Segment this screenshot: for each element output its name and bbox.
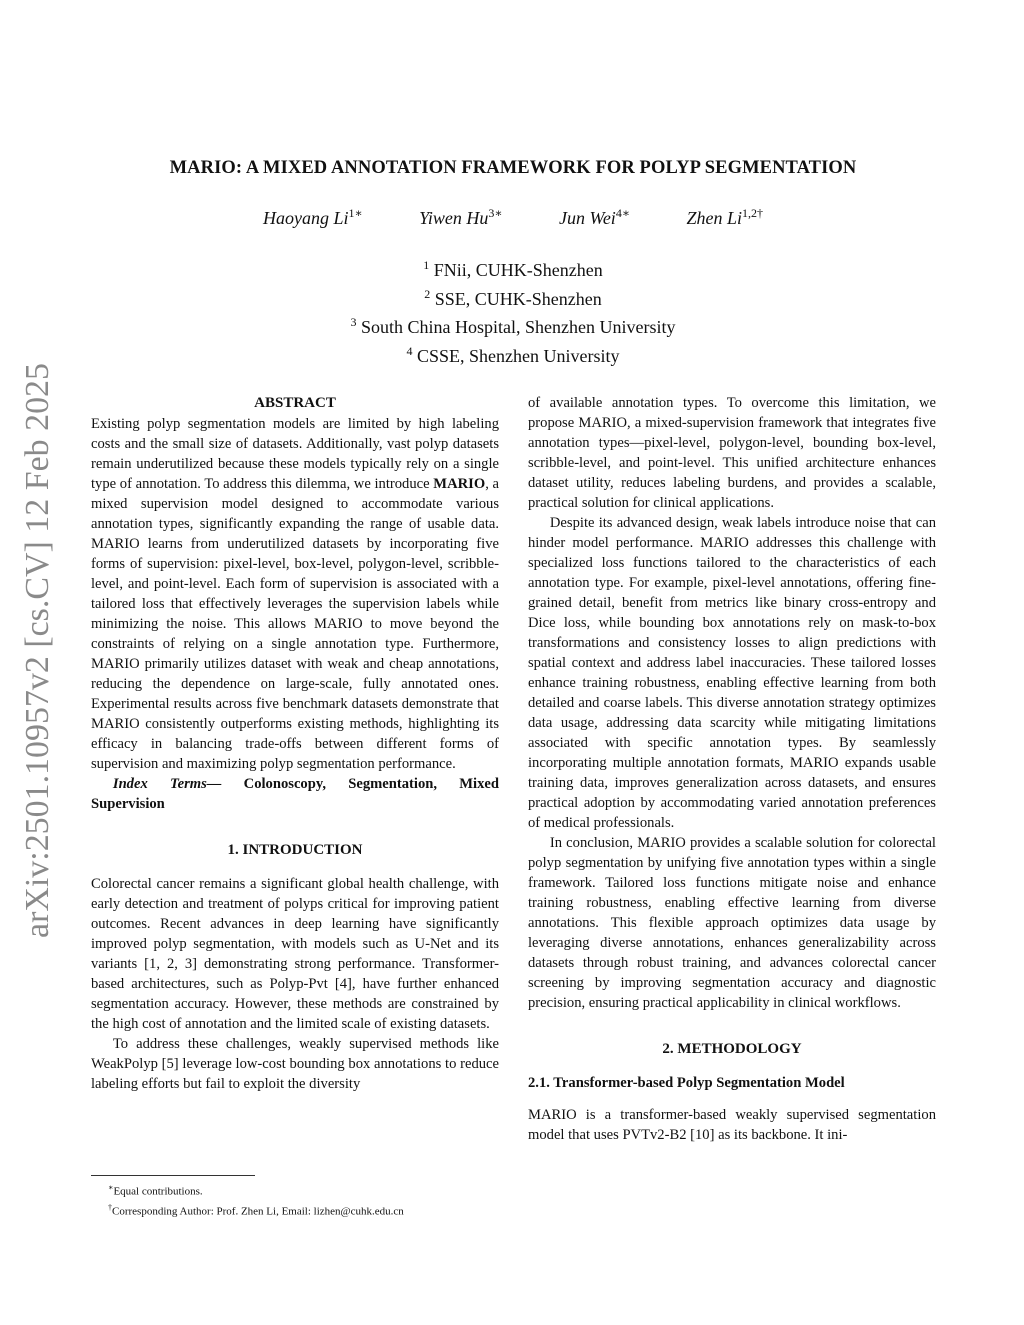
author (263, 206, 363, 229)
author (559, 206, 630, 229)
arxiv-stamp-text: arXiv:2501.10957v2 [cs.CV] 12 Feb 2025 (19, 361, 56, 938)
affiliation-mark: 3 (350, 315, 357, 329)
abstract-text-part: , a mixed supervision model designed to accommodate various annotation types, significantly expanding the range of usable data. MARIO learns from underutilized datasets by incorporating five forms of supervision: pixel-level, box-level, polygon-level, scribble-level, and point-level. Each form of supervision is associated with a tailored loss that effectively leverages the supervision labels while minimizing the noise. This allows MARIO to move beyond the constraints of relying on a single annotation type. Furthermore, MARIO primarily utilizes dataset with weak and cheap annotations, reducing the dependence on large-scale, fully annotated ones. Experimental results across five benchmark datasets demonstrate that MARIO consistently outperforms existing methods, highlighting its efficacy in balancing trade-offs between different forms of supervision and maximizing polyp segmentation performance. (91, 476, 499, 772)
footnote-mark: † (108, 1202, 112, 1212)
methodology-paragraph: MARIO is a transformer-based weakly supervised segmentation model that uses PVTv2-B2 [10] as its backbone. It ini- (528, 1107, 936, 1143)
affiliation-text: FNii, CUHK-Shenzhen (433, 260, 603, 280)
affiliation-text: SSE, CUHK-Shenzhen (434, 288, 602, 309)
methodology-heading: 2. METHODOLOGY (662, 1041, 802, 1057)
intro-paragraph: To address these challenges, weakly supervised methods like WeakPolyp [5] leverage low-cost bounding box annotations to reduce labeling efforts but fail to exploit the diversity (91, 1036, 499, 1092)
author-affil-mark: 1∗ (348, 206, 363, 220)
author-affil-mark: 3∗ (488, 206, 503, 220)
body-paragraph: Despite its advanced design, weak labels introduce noise that can hinder model performance. MARIO addresses this challenge with specialized loss functions tailored to the characteristics of each annotation type. For example, pixel-level annotations, offering fine-grained detail, benefit from metrics like binary cross-entropy and Dice loss, while bounding box annotations rely on mask-to-box transformations and consistency losses to align predictions with spatial context and address label inaccuracies. These tailored losses enhance training robustness, enabling effective learning from both detailed and coarse labels. This diverse annotation strategy optimizes data usage, addressing data scarcity while mitigating limitations associated with specific annotation types. By seamlessly incorporating multiple annotation formats, MARIO expands usable training data, improves generalization across datasets, and ensures practical adoption by accommodating varied annotation preferences of medical professionals. (528, 515, 936, 831)
index-terms-text: Colonoscopy, Segmentation, Mixed Supervision (91, 776, 500, 812)
right-column (528, 393, 936, 1145)
author-name: Yiwen Hu (419, 208, 489, 228)
index-terms (91, 774, 499, 814)
author-list (90, 206, 936, 229)
affiliation (90, 283, 936, 312)
footnote-text: Equal contributions. (113, 1185, 203, 1198)
author-name: Jun Wei (558, 208, 616, 228)
author-affil-mark: 1,2† (741, 206, 763, 220)
affiliation (90, 311, 936, 340)
abstract-text (91, 414, 499, 774)
affiliation-mark: 2 (424, 286, 431, 301)
footnote-rule (91, 1175, 255, 1176)
footnote-mark: ∗ (108, 1183, 114, 1192)
abstract-model-name: MARIO (433, 476, 486, 492)
intro-paragraph: Colorectal cancer remains a significant global health challenge, with early detection and treatment of polyps critical for improving patient outcomes. Recent advances in deep learning have significantly improved polyp segmentation, with models such as U-Net and its variants [1, 2, 3] demonstrating strong performance. Transformer-based architectures, such as Polyp-Pvt [4], have further enhanced segmentation accuracy. However, these methods are constrained by the high cost of annotation and the limited scale of existing datasets. (91, 876, 499, 1032)
affiliation-list (90, 254, 936, 368)
index-terms-label: Index Terms— (112, 776, 222, 792)
abstract-text-part: Existing polyp segmentation models are limited by high labeling costs and the small size of datasets. Additionally, vast polyp datasets remain underutilized because these models typically rely on a single type of annotation. To address this dilemma, we introduce (91, 416, 499, 492)
author (419, 206, 502, 229)
affiliation-text: CSSE, Shenzhen University (417, 345, 620, 366)
subsection-heading: 2.1. Transformer-based Polyp Segmentation Model (528, 1075, 845, 1091)
introduction-heading: 1. INTRODUCTION (227, 842, 363, 858)
author-name: Haoyang Li (263, 208, 349, 228)
affiliation-mark: 4 (406, 343, 413, 358)
author-name: Zhen Li (686, 208, 742, 228)
footnote-text: Corresponding Author: Prof. Zhen Li, Email: lizhen@cuhk.edu.cn (112, 1205, 404, 1218)
footnote (91, 1200, 499, 1220)
abstract-heading: ABSTRACT (254, 395, 336, 411)
affiliation (90, 254, 936, 283)
footnote (91, 1180, 499, 1200)
affiliation-mark: 1 (423, 258, 430, 272)
affiliation (90, 340, 936, 369)
body-paragraph: In conclusion, MARIO provides a scalable solution for colorectal polyp segmentation by unifying five annotation types within a single framework. Tailored loss functions mitigate noise and enhance training robustness, enabling effective learning from diverse annotations. This flexible approach optimizes data usage by leveraging diverse annotations, enhances generalizability across datasets through robust training, and advances colorectal cancer screening by improving segmentation accuracy and diagnostic precision, ensuring practical applicability in clinical workflows. (528, 835, 936, 1011)
affiliation-text: South China Hospital, Shenzhen University (361, 317, 676, 337)
left-column (91, 393, 499, 1094)
author-affil-mark: 4∗ (615, 206, 630, 220)
paper-title: MARIO: A MIXED ANNOTATION FRAMEWORK FOR POLYP SEGMENTATION (169, 158, 857, 178)
body-paragraph: of available annotation types. To overcome this limitation, we propose MARIO, a mixed-supervision framework that integrates five annotation types—pixel-level, polygon-level, bounding box-level, scribble-level, and point-level. This unified architecture enhances dataset utility, reduces labeling burdens, and provides a scalable, practical solution for clinical applications. (528, 395, 936, 511)
author (686, 206, 763, 229)
footnotes (91, 1175, 499, 1219)
arxiv-identifier-stamp (8, 360, 58, 940)
